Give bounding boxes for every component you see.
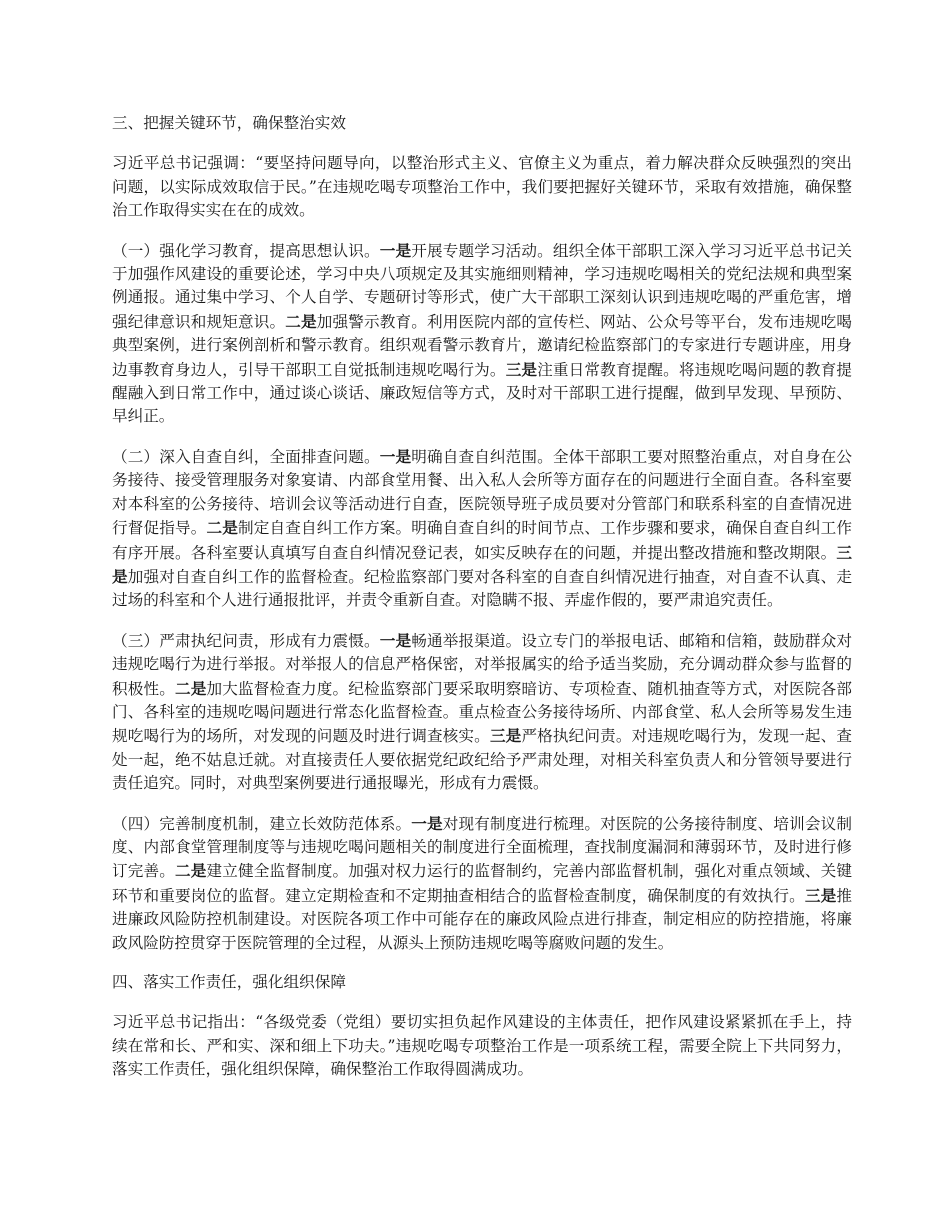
point-text-1: 畅通举报渠道。设立专门的举报电话、邮箱和信箱，鼓励群众对违规吃喝行为进行举报。对举报人的信息严格保密，对举报属实的给予适当奖励，充分调动群众参与监督的积极性。 <box>112 631 852 698</box>
point-text-3: 严格执纪问责。对违规吃喝行为，发现一起、查处一起，绝不姑息迁就。对直接责任人要依据党纪政纪给予严肃处理，对相关科室负责人和分管领导要进行责任追究。同时，对典型案例要进行通报曝光，形成有力震慑。 <box>112 727 852 793</box>
point-marker-1: 一是 <box>379 240 412 260</box>
point-text-1: 对现有制度进行梳理。对医院的公务接待制度、培训会议制度、内部食堂管理制度等与违规吃喝问题相关的制度进行全面梳理，查找制度漏洞和薄弱环节，及时进行修订完善。 <box>112 814 852 881</box>
point-text-2: 建立健全监督制度。加强对权力运行的监督制约，完善内部监督机制，强化对重点领域、关键环节和重要岗位的监督。建立定期检查和不定期抽查相结合的监督检查制度，确保制度的有效执行。 <box>112 862 852 905</box>
point-marker-2: 二是 <box>175 678 207 698</box>
point-marker-2: 二是 <box>285 311 317 331</box>
point-text-2: 制定自查自纠工作方案。明确自查自纠的时间节点、工作步骤和要求，确保自查自纠工作有序开展。各科室要认真填写自查自纠情况登记表，如实反映存在的问题，并提出整改措施和整改期限。 <box>112 519 852 562</box>
point-text-3: 加强对自查自纠工作的监督检查。纪检监察部门要对各科室的自查自纠情况进行抽查，对自查不认真、走过场的科室和个人进行通报批评，并责令重新自查。对隐瞒不报、弄虚作假的，要严肃追究责任。 <box>112 567 852 610</box>
paragraph-lead: （一）强化学习教育，提高思想认识。 <box>112 241 380 260</box>
point-text-1: 开展专题学习活动。组织全体干部职工深入学习习近平总书记关于加强作风建设的重要论述，学习中央八项规定及其实施细则精神，学习违规吃喝相关的党纪法规和典型案例通报。通过集中学习、个人自学、专题研讨等形式，使广大干部职工深刻认识到违规吃喝的严重危害，增强纪律意识和规矩意识。 <box>112 241 852 331</box>
point-text-2: 加强警示教育。利用医院内部的宣传栏、网站、公众号等平台，发布违规吃喝典型案例，进行案例剖析和警示教育。组织观看警示教育片，邀请纪检监察部门的专家进行专题讲座，用身边事教育身边人，引导干部职工自觉抵制违规吃喝行为。 <box>112 312 852 379</box>
paragraph-lead: （三）严肃执纪问责，形成有力震慑。 <box>112 631 380 650</box>
point-marker-1: 一是 <box>379 630 412 650</box>
point-marker-3: 三是 <box>505 359 538 379</box>
document-page <box>112 112 852 1098</box>
point-text-3: 注重日常教育提醒。将违规吃喝问题的教育提醒融入到日常工作中，通过谈心谈话、廉政短信等方式，及时对干部职工进行提醒，做到早发现、早预防、早纠正。 <box>112 360 852 426</box>
point-text-2: 加大监督检查力度。纪检监察部门要采取明察暗访、专项检查、随机抽查等方式，对医院各部门、各科室的违规吃喝问题进行常态化监督检查。重点检查公务接待场所、内部食堂、私人会所等易发生违规吃喝行为的场所，对发现的问题及时进行调查核实。 <box>112 679 852 746</box>
section-3-intro: 习近平总书记强调：“要坚持问题导向，以整治形式主义、官僚主义为重点，着力解决群众反映强烈的突出问题，以实际成效取信于民。”在违规吃喝专项整治工作中，我们要把握好关键环节，采取有效措施，确保整治工作取得实实在在的成效。 <box>112 154 852 220</box>
measure-paragraph-4 <box>112 812 852 955</box>
measure-paragraph-3 <box>112 629 852 796</box>
section-4-heading: 四、落实工作责任，强化组织保障 <box>112 973 346 991</box>
point-marker-2: 二是 <box>175 861 207 881</box>
point-marker-3: 三是 <box>804 885 837 905</box>
point-marker-3: 三是 <box>489 726 522 746</box>
point-marker-1: 一是 <box>379 446 412 466</box>
measure-paragraph-2 <box>112 445 852 613</box>
paragraph-lead: （二）深入自查自纠，全面排查问题。 <box>112 447 380 466</box>
point-text-1: 明确自查自纠范围。全体干部职工要对照整治重点，对自身在公务接待、接受管理服务对象宴请、内部食堂用餐、出入私人会所等方面存在的问题进行全面自查。各科室要对本科室的公务接待、培训会议等活动进行自查，医院领导班子成员要对分管部门和联系科室的自查情况进行督促指导。 <box>112 447 852 538</box>
point-text-3: 推进廉政风险防控机制建设。对医院各项工作中可能存在的廉政风险点进行排查，制定相应的防控措施，将廉政风险防控贯穿于医院管理的全过程，从源头上预防违规吃喝等腐败问题的发生。 <box>112 886 852 952</box>
point-marker-3: 三是 <box>112 542 852 586</box>
paragraph-lead: （四）完善制度机制，建立长效防范体系。 <box>112 814 412 833</box>
measure-paragraph-1 <box>112 239 852 429</box>
section-4-intro: 习近平总书记指出：“各级党委（党组）要切实担负起作风建设的主体责任，把作风建设紧紧抓在手上，持续在常和长、严和实、深和细上下功夫。”违规吃喝专项整治工作是一项系统工程，需要全院上下共同努力，落实工作责任，强化组织保障，确保整治工作取得圆满成功。 <box>112 1013 852 1079</box>
point-marker-2: 二是 <box>206 518 238 538</box>
point-marker-1: 一是 <box>411 813 443 833</box>
section-3-heading: 三、把握关键环节，确保整治实效 <box>112 114 346 132</box>
